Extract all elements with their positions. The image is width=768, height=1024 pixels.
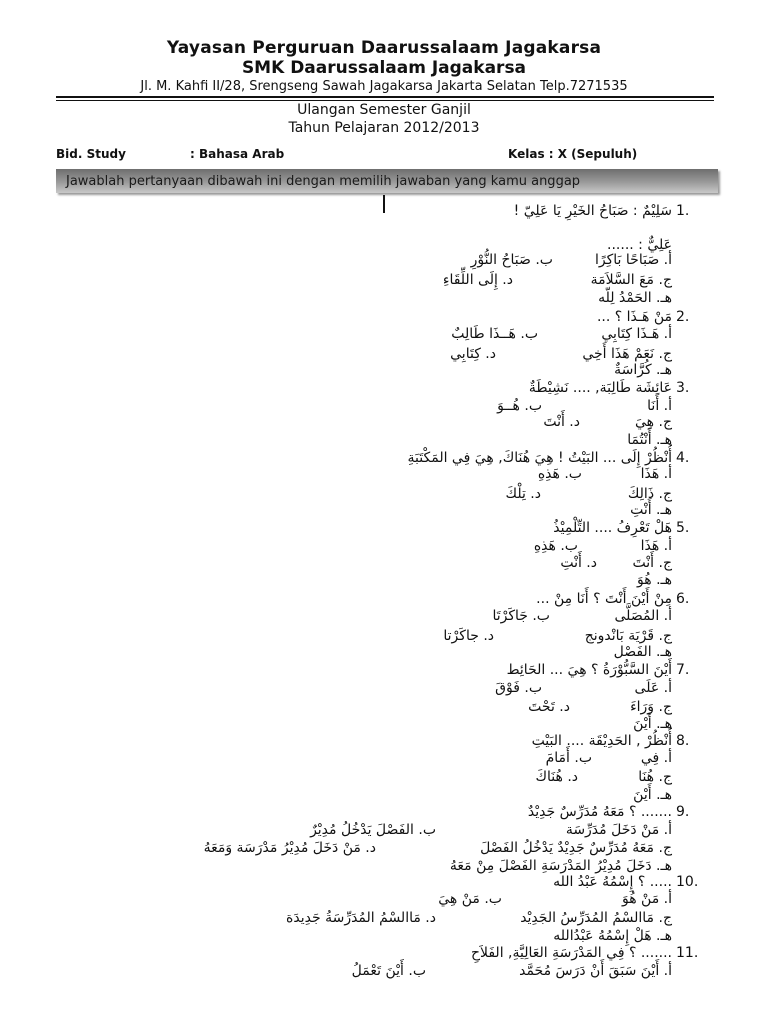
- question-text: ..... ؟ إِسْمُهُ عَبْدُ الله: [553, 874, 672, 890]
- option-c: ج. ذَالِكَ: [627, 486, 672, 502]
- option-c: ج. أَنْتَ: [632, 555, 672, 571]
- option-a: أ. هَـذَا كِتَابِي: [601, 326, 672, 342]
- option-d: د. أَنْتِ: [560, 555, 597, 571]
- option-c: ج. هِيَ: [635, 414, 672, 430]
- option-c: ج. مَعَ السَّلاَمَة: [590, 272, 672, 288]
- option-d: د. أَنْتَ: [543, 414, 580, 430]
- option-b: ب. هُــوَ: [497, 398, 542, 414]
- question-text: ....... ؟ مَعَهُ مُدَرِّسٌ جَدِيْدٌ: [527, 804, 672, 820]
- class-label: Kelas : X (Sepuluh): [508, 147, 638, 161]
- question-number: 9.: [676, 804, 690, 820]
- option-e: هـ. أَيْنَ: [633, 716, 672, 732]
- question-text: أُنْظُرْ إِلَى ... البَيْتُ ! هِيَ هُنَاكَ, هِيَ فِي المَكْتَبَةِ: [407, 450, 672, 466]
- question-number: 6.: [676, 591, 690, 607]
- option-e: هـ. الحَمْدُ لِلّه: [598, 290, 672, 306]
- option-d: د. كِتَابِي: [450, 346, 496, 362]
- option-a: أ. صَبَاحًا بَاكِرًا: [595, 252, 672, 268]
- school-name: SMK Daarussalaam Jagakarsa: [241, 58, 527, 78]
- exam-year: Tahun Pelajaran 2012/2013: [288, 120, 480, 136]
- question-text-line2: عَلِيٌّ : ......: [607, 237, 672, 253]
- option-d: د. مَنْ دَخَلَ مُدِيْرُ مَدْرَسَة وَمَعَهُ: [203, 840, 376, 856]
- text-cursor: [383, 195, 385, 213]
- option-a: أ. هَذَا: [640, 466, 672, 482]
- option-e: هـ. أَنْتِ: [630, 502, 672, 518]
- question-number: 4.: [676, 450, 690, 466]
- subject-label: Bid. Study: [56, 147, 126, 161]
- option-a: أ. عَلَى: [634, 680, 672, 696]
- option-a: أ. مَنْ هُوَ: [621, 891, 672, 907]
- option-c: ج. مَعَهُ مُدَرِّسٌ جَدِيْدٌ يَدْخُلُ الفَصْلَ: [480, 840, 672, 856]
- option-c: ج. هُنَا: [638, 769, 672, 785]
- instruction-banner: [56, 169, 718, 193]
- option-a: أ. مَنْ دَخَلَ مُدَرِّسَة: [565, 822, 672, 838]
- question-number: 7.: [676, 662, 690, 678]
- header-rule-thin: [56, 100, 714, 101]
- option-e: هـ. هُوَ: [637, 572, 672, 588]
- option-a: أ. هَذَا: [640, 538, 672, 554]
- question-text: هَلْ تَعْرِفُ .... التِّلْمِيْذُ: [553, 520, 672, 536]
- question-number: 8.: [676, 733, 690, 749]
- option-b: ب. فَوْقَ: [495, 680, 542, 696]
- question-number: 2.: [676, 309, 690, 325]
- question-text: أَيْنَ السَّبُّوْرَةُ ؟ هِيَ ... الحَائِط: [506, 662, 672, 678]
- question-number: 1.: [676, 203, 690, 219]
- option-b: ب. هَذِهِ: [537, 466, 582, 482]
- instruction-text: Jawablah pertanyaan dibawah ini dengan memilih jawaban yang kamu anggap: [66, 174, 581, 189]
- option-e: هـ. أَيْنَ: [633, 787, 672, 803]
- option-b: ب. أَيْنَ تَعْمَلُ: [351, 963, 426, 979]
- option-e: هـ. أَنْتُمَا: [627, 432, 672, 448]
- question-text: عَائِشَة طَالِبَة, .... نَشِيْطَةٌ: [528, 380, 672, 396]
- option-a: أ. أَنَا: [647, 398, 672, 414]
- option-c: ج. نَعَمْ هَذَا أَخِي: [582, 346, 672, 362]
- option-d: د. تَحْتَ: [528, 699, 570, 715]
- question-text: سَلِيْمٌ : صَبَاحُ الخَيْرِ يَا عَلِيّ !: [513, 203, 672, 219]
- subject-value: : Bahasa Arab: [190, 147, 285, 161]
- option-b: ب. أَمَامَ: [545, 750, 592, 766]
- option-c: ج. قَرْيَة بَانْدونج: [584, 628, 672, 644]
- question-number: 11.: [676, 945, 699, 961]
- option-d: د. هُنَاكَ: [535, 769, 578, 785]
- question-text: ....... ؟ فِي المَدْرَسَةِ العَالِيَّةِ, الفَلاَحِ: [470, 945, 672, 961]
- option-d: د. تِلْكَ: [505, 486, 541, 502]
- school-address: Jl. M. Kahfi II/28, Srengseng Sawah Jagakarsa Jakarta Selatan Telp.7271535: [140, 79, 628, 94]
- option-e: هـ. كُرَّاسَةٌ: [614, 362, 672, 378]
- option-e: هـ. دَخَلَ مُدِيْرُ المَدْرَسَةِ الفَصْلَ مِنْ مَعَهُ: [449, 858, 672, 874]
- option-b: ب. هَــذَا طَالِبٌ: [451, 326, 538, 342]
- option-d: د. مَاالسْمُ المُدَرِّسَةُ جَدِيدَة: [286, 910, 436, 926]
- option-a: أ. أَيْنَ سَبَقَ أَنْ دَرَسَ مُحَمَّد: [519, 963, 672, 979]
- option-b: ب. جَاكَرْتَا: [492, 608, 550, 624]
- option-d: د. إِلَى اللِّقَاءِ: [442, 272, 513, 288]
- option-b: ب. صَبَاحُ النُّوْرِ: [470, 252, 553, 268]
- question-number: 3.: [676, 380, 690, 396]
- question-text: مِنْ أَيْنَ أَنْتَ ؟ أَنَا مِنْ ...: [536, 591, 672, 607]
- foundation-name: Yayasan Perguruan Daarussalaam Jagakarsa: [166, 38, 602, 58]
- option-a: أ. فِي: [640, 750, 672, 766]
- option-b: ب. مَنْ هِيَ: [438, 891, 502, 907]
- option-d: د. جاكَرْتا: [443, 628, 494, 644]
- option-b: ب. هَذِهِ: [533, 538, 578, 554]
- option-e: هـ. الفَصْل: [613, 644, 672, 660]
- option-c: ج. مَاالسْمُ المُدَرِّسُ الجَدِيْد: [520, 910, 672, 926]
- question-text: مَنْ هَـذَا ؟ ...: [596, 309, 672, 325]
- option-c: ج. وَرَاءَ: [630, 699, 672, 715]
- option-a: أ. المُصَلَّى: [614, 608, 672, 624]
- exam-title: Ulangan Semester Ganjil: [297, 102, 471, 118]
- question-number: 5.: [676, 520, 690, 536]
- header-rule-thick: [56, 96, 714, 98]
- option-b: ب. الفَصْلَ يَدْخُلُ مُدِيْرٌ: [310, 822, 436, 838]
- question-number: 10.: [676, 874, 699, 890]
- question-text: أُنْظُرْ , الحَدِيْقَة .... البَيْتِ: [531, 733, 672, 749]
- option-e: هـ. هَلْ إِسْمُهُ عَبْدُالله: [553, 928, 672, 944]
